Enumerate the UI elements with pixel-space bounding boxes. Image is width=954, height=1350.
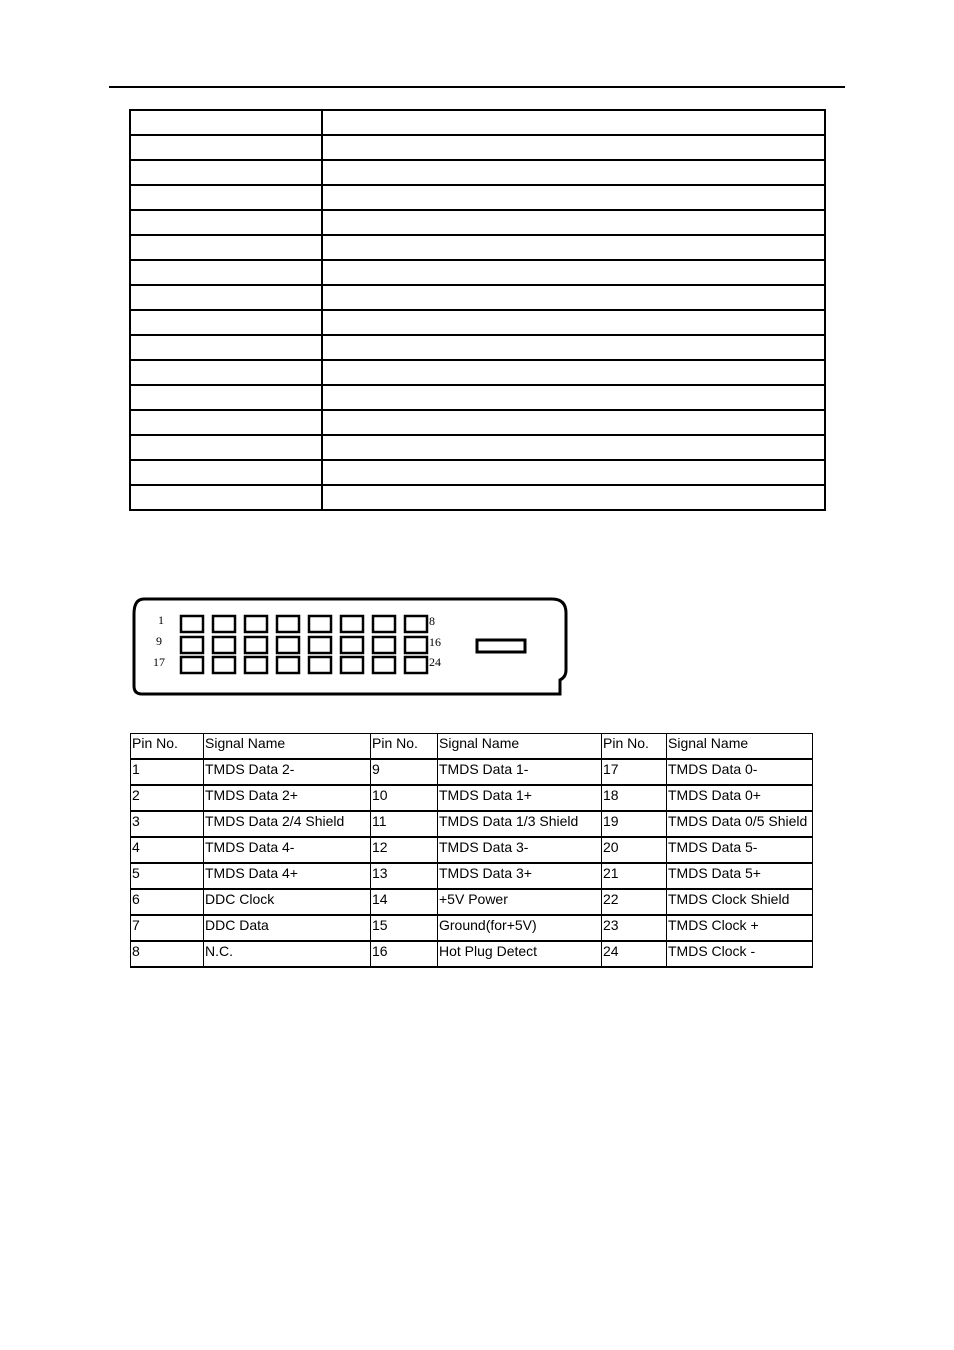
signal-name-cell: Hot Plug Detect: [438, 941, 602, 967]
connector-key-slot: [477, 640, 525, 652]
connector-pin: [245, 657, 267, 673]
header-pin-no: Pin No.: [131, 734, 204, 760]
pin-number-cell: 9: [371, 759, 438, 785]
signal-name-cell: TMDS Data 4+: [204, 863, 371, 889]
connector-pin: [309, 637, 331, 653]
signal-name-cell: +5V Power: [438, 889, 602, 915]
empty-table-row: [130, 160, 825, 185]
empty-table-row: [130, 285, 825, 310]
connector-pin: [405, 637, 427, 653]
connector-pin: [245, 637, 267, 653]
connector-pin: [373, 637, 395, 653]
empty-table-cell: [322, 435, 825, 460]
empty-table-cell: [130, 310, 322, 335]
pin-number-cell: 5: [131, 863, 204, 889]
header-signal-name: Signal Name: [438, 734, 602, 760]
empty-table-cell: [130, 210, 322, 235]
empty-table-cell: [322, 285, 825, 310]
empty-table-cell: [322, 260, 825, 285]
signal-name-cell: TMDS Clock -: [667, 941, 813, 967]
empty-table-cell: [322, 310, 825, 335]
empty-table-cell: [130, 160, 322, 185]
signal-name-cell: TMDS Data 2+: [204, 785, 371, 811]
table-row: [131, 941, 813, 967]
empty-table-cell: [130, 235, 322, 260]
empty-table-row: [130, 135, 825, 160]
empty-table-cell: [322, 485, 825, 510]
pin-number-cell: 12: [371, 837, 438, 863]
pin-assignment-table: [130, 733, 813, 968]
signal-name-cell: TMDS Data 2/4 Shield: [204, 811, 371, 837]
empty-table-cell: [130, 360, 322, 385]
empty-table-row: [130, 310, 825, 335]
pin-number-cell: 24: [602, 941, 667, 967]
pin-number-cell: 2: [131, 785, 204, 811]
pin-number-cell: 20: [602, 837, 667, 863]
signal-name-cell: TMDS Data 1-: [438, 759, 602, 785]
connector-pin: [405, 616, 427, 632]
signal-name-cell: TMDS Clock +: [667, 915, 813, 941]
table-row: [131, 915, 813, 941]
signal-name-cell: TMDS Clock Shield: [667, 889, 813, 915]
empty-table-row: [130, 185, 825, 210]
connector-pin: [213, 637, 235, 653]
connector-pin: [181, 616, 203, 632]
empty-table-cell: [130, 260, 322, 285]
connector-pin: [245, 616, 267, 632]
signal-name-cell: TMDS Data 3+: [438, 863, 602, 889]
signal-name-cell: TMDS Data 1/3 Shield: [438, 811, 602, 837]
row-label-right-24: 24: [429, 655, 441, 669]
empty-table-row: [130, 335, 825, 360]
empty-table-row: [130, 110, 825, 135]
empty-table-row: [130, 410, 825, 435]
empty-table-cell: [130, 335, 322, 360]
header-signal-name: Signal Name: [667, 734, 813, 760]
pin-number-cell: 10: [371, 785, 438, 811]
empty-table-cell: [322, 235, 825, 260]
pin-number-cell: 16: [371, 941, 438, 967]
empty-table-cell: [322, 410, 825, 435]
signal-name-cell: TMDS Data 0-: [667, 759, 813, 785]
pin-number-cell: 15: [371, 915, 438, 941]
signal-name-cell: TMDS Data 0+: [667, 785, 813, 811]
table-row: [131, 785, 813, 811]
table-row: [131, 889, 813, 915]
pin-number-cell: 11: [371, 811, 438, 837]
row-label-left-1: 1: [158, 613, 164, 627]
table-header-row: [131, 734, 813, 760]
empty-table-cell: [322, 185, 825, 210]
pin-number-cell: 18: [602, 785, 667, 811]
table-row: [131, 811, 813, 837]
empty-table-row: [130, 235, 825, 260]
pin-number-cell: 21: [602, 863, 667, 889]
empty-table-cell: [322, 210, 825, 235]
row-label-right-8: 8: [429, 614, 435, 628]
pin-number-cell: 22: [602, 889, 667, 915]
empty-table-cell: [322, 110, 825, 135]
connector-outline: [134, 599, 566, 694]
pin-number-cell: 4: [131, 837, 204, 863]
connector-pin: [405, 657, 427, 673]
signal-name-cell: TMDS Data 4-: [204, 837, 371, 863]
row-label-right-16: 16: [429, 635, 441, 649]
pin-number-cell: 13: [371, 863, 438, 889]
empty-table-cell: [130, 410, 322, 435]
signal-name-cell: DDC Data: [204, 915, 371, 941]
signal-name-cell: N.C.: [204, 941, 371, 967]
empty-table-row: [130, 360, 825, 385]
table-row: [131, 863, 813, 889]
row-label-left-17: 17: [153, 655, 165, 669]
connector-pin: [373, 616, 395, 632]
empty-table-row: [130, 260, 825, 285]
empty-table-cell: [130, 110, 322, 135]
signal-name-cell: TMDS Data 2-: [204, 759, 371, 785]
signal-name-cell: TMDS Data 1+: [438, 785, 602, 811]
connector-pin: [213, 657, 235, 673]
header-pin-no: Pin No.: [602, 734, 667, 760]
empty-table-cell: [322, 460, 825, 485]
pin-number-cell: 8: [131, 941, 204, 967]
connector-pin: [341, 616, 363, 632]
connector-pin: [277, 616, 299, 632]
connector-pin: [373, 657, 395, 673]
header-rule: [109, 86, 845, 88]
connector-pin: [213, 616, 235, 632]
signal-name-cell: TMDS Data 5-: [667, 837, 813, 863]
empty-table-cell: [130, 460, 322, 485]
empty-table-row: [130, 385, 825, 410]
pin-number-cell: 1: [131, 759, 204, 785]
signal-name-cell: TMDS Data 3-: [438, 837, 602, 863]
empty-table-cell: [130, 185, 322, 210]
empty-table-cell: [322, 360, 825, 385]
signal-name-cell: DDC Clock: [204, 889, 371, 915]
empty-table-cell: [130, 385, 322, 410]
pin-number-cell: 19: [602, 811, 667, 837]
connector-pin: [181, 637, 203, 653]
pin-number-cell: 7: [131, 915, 204, 941]
connector-pin: [309, 657, 331, 673]
empty-table-cell: [322, 160, 825, 185]
empty-table-cell: [130, 285, 322, 310]
connector-pin: [181, 657, 203, 673]
pin-grid: [181, 616, 427, 673]
empty-table-cell: [322, 385, 825, 410]
connector-pin: [341, 637, 363, 653]
empty-table-row: [130, 460, 825, 485]
connector-pin: [309, 616, 331, 632]
dvi-connector-diagram: [130, 596, 570, 700]
pin-number-cell: 3: [131, 811, 204, 837]
empty-table-row: [130, 435, 825, 460]
pin-number-cell: 17: [602, 759, 667, 785]
connector-pin: [341, 657, 363, 673]
empty-table-cell: [322, 135, 825, 160]
empty-table-cell: [130, 485, 322, 510]
empty-table-row: [130, 210, 825, 235]
empty-table-cell: [130, 435, 322, 460]
empty-table: [129, 109, 826, 511]
empty-table-cell: [322, 335, 825, 360]
connector-pin: [277, 657, 299, 673]
table-row: [131, 837, 813, 863]
empty-table-cell: [130, 135, 322, 160]
header-signal-name: Signal Name: [204, 734, 371, 760]
pin-number-cell: 14: [371, 889, 438, 915]
signal-name-cell: TMDS Data 5+: [667, 863, 813, 889]
signal-name-cell: Ground(for+5V): [438, 915, 602, 941]
empty-table-row: [130, 485, 825, 510]
connector-pin: [277, 637, 299, 653]
signal-name-cell: TMDS Data 0/5 Shield: [667, 811, 813, 837]
pin-number-cell: 6: [131, 889, 204, 915]
pin-number-cell: 23: [602, 915, 667, 941]
table-row: [131, 759, 813, 785]
row-label-left-9: 9: [156, 634, 162, 648]
header-pin-no: Pin No.: [371, 734, 438, 760]
